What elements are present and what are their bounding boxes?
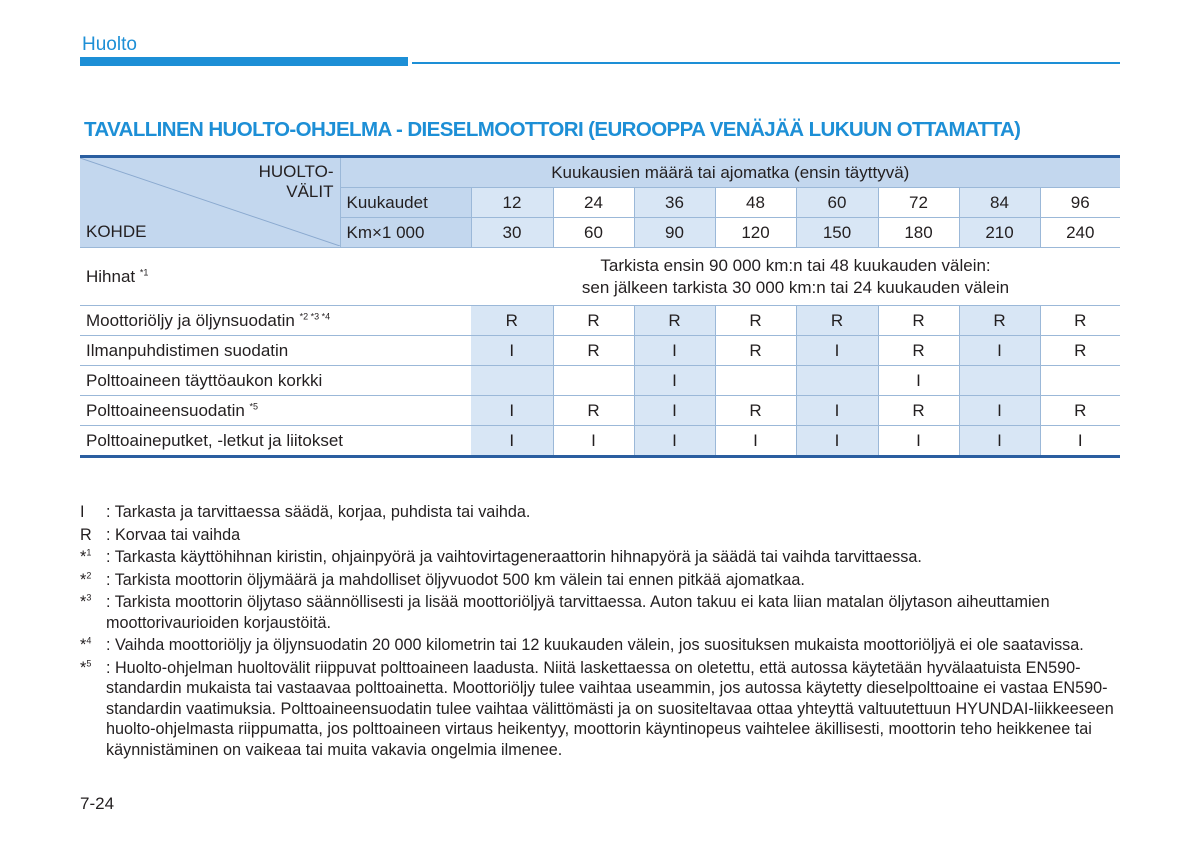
- note-key: [80, 547, 106, 568]
- note-key: [80, 502, 106, 523]
- note-key-symbol: *: [80, 636, 87, 654]
- schedule-cell: R: [1040, 306, 1120, 336]
- schedule-cell: R: [1040, 336, 1120, 366]
- km-cell-240: 240: [1040, 218, 1120, 248]
- schedule-cell: I: [878, 426, 959, 457]
- note-key-symbol: R: [80, 525, 92, 544]
- note-key-symbol: I: [80, 503, 85, 521]
- corner-bottom-label: KOHDE: [86, 222, 147, 241]
- legend-notes: [80, 502, 1125, 762]
- row-label-text: Polttoaineensuodatin: [86, 400, 250, 420]
- schedule-cell: [471, 366, 553, 396]
- schedule-cell: I: [1040, 426, 1120, 457]
- page-title: TAVALLINEN HUOLTO-OHJELMA - DIESELMOOTTORI (EUROOPPA VENÄJÄÄ LUKUUN OTTAMATTA): [84, 118, 1021, 141]
- schedule-cell: I: [959, 426, 1040, 457]
- row-label-text: Moottoriöljy ja öljynsuodatin: [86, 310, 300, 330]
- note-text: : Huolto-ohjelman huoltovälit riippuvat polttoaineen laadusta. Niitä laskettaessa on oletettu, että autossa käytetään hyvälaatuista EN590-standardin mukaista tai vastaavaa polttoainetta. Moottoriöljy tulee vaihtaa useammin, jos autossa käytetty dieselpolttoaine ei vastaa EN590-standardin vaatimuksia. Polttoaineensuodatin tulee vaihtaa välittömästi ja on suositeltavaa ottaa yhteyttä valtuutettuun HYUNDAI-liikkeeseen huolto-ohjelmasta riippumatta, jos polttoaineen virtaus heikentyy, moottorin käyntinopeus vaihtelee äkillisesti, moottorin teho heikkenee tai käynnistäminen on vaikeaa tai muita vakavia ongelmia ilmenee.: [106, 658, 1114, 759]
- schedule-cell: I: [553, 426, 634, 457]
- km-cell-60: 60: [553, 218, 634, 248]
- row-label-sup: *2 *3 *4: [299, 310, 331, 321]
- schedule-cell: R: [878, 306, 959, 336]
- km-cell-150: 150: [796, 218, 878, 248]
- legend-note: [80, 570, 1125, 591]
- note-key: [80, 592, 106, 633]
- note-text: : Tarkasta käyttöhihnan kiristin, ohjainpyörä ja vaihtovirtageneraattorin hihnapyörä ja säädä tai vaihda tarvittaessa.: [106, 548, 922, 566]
- schedule-cell: [715, 366, 796, 396]
- schedule-cell: R: [553, 336, 634, 366]
- header-bar-thick: [80, 57, 408, 66]
- km-cell-180: 180: [878, 218, 959, 248]
- note-key: [80, 570, 106, 591]
- legend-note: [80, 502, 1125, 523]
- schedule-cell: I: [634, 336, 715, 366]
- months-cell-48: 48: [715, 188, 796, 218]
- corner-top-label-2: VÄLIT: [286, 182, 334, 201]
- section-title: Huolto: [82, 34, 137, 55]
- schedule-cell: R: [715, 336, 796, 366]
- row-label-text: Polttoaineen täyttöaukon korkki: [86, 370, 323, 390]
- note-key-sup: 5: [86, 658, 92, 669]
- months-cell-60: 60: [796, 188, 878, 218]
- note-key-symbol: *: [80, 593, 87, 611]
- schedule-cell: I: [715, 426, 796, 457]
- row-label-text: Ilmanpuhdistimen suodatin: [86, 340, 289, 360]
- schedule-cell: I: [959, 396, 1040, 426]
- belts-interval-note: [471, 248, 1120, 306]
- maintenance-table: [80, 155, 1120, 458]
- row-label-sup: *5: [249, 400, 259, 411]
- schedule-cell: R: [878, 336, 959, 366]
- schedule-cell: R: [553, 396, 634, 426]
- note-key-sup: 3: [86, 592, 92, 603]
- km-label: Km×1 000: [340, 218, 471, 248]
- months-label: Kuukaudet: [340, 188, 471, 218]
- months-cell-96: 96: [1040, 188, 1120, 218]
- row-label-sup: *1: [139, 266, 149, 277]
- schedule-cell: I: [634, 426, 715, 457]
- note-text: : Tarkista moottorin öljytaso säännöllisesti ja lisää moottoriöljyä tarvittaessa. Auton takuu ei kata liian matalan öljytason aiheuttamien moottorivaurioiden korjaustöitä.: [106, 593, 1050, 632]
- page-number: 7-24: [80, 794, 115, 813]
- months-cell-24: 24: [553, 188, 634, 218]
- table-corner-cell: [80, 157, 340, 248]
- note-key: [80, 635, 106, 656]
- legend-note: [80, 658, 1125, 761]
- note-key-symbol: *: [80, 658, 87, 677]
- header-bar-thin: [412, 62, 1120, 64]
- schedule-cell: I: [796, 396, 878, 426]
- schedule-cell: I: [471, 396, 553, 426]
- table-row: [80, 248, 1120, 306]
- schedule-cell: I: [634, 366, 715, 396]
- row-label: [80, 426, 471, 457]
- schedule-cell: R: [715, 306, 796, 336]
- schedule-cell: [553, 366, 634, 396]
- corner-top-label-1: HUOLTO-: [258, 162, 334, 181]
- belts-note-line-1: Tarkista ensin 90 000 km:n tai 48 kuukauden välein:: [600, 255, 991, 275]
- months-cell-12: 12: [471, 188, 553, 218]
- row-label: [80, 336, 471, 366]
- note-text: : Korvaa tai vaihda: [106, 525, 241, 544]
- schedule-cell: I: [959, 336, 1040, 366]
- schedule-cell: I: [878, 366, 959, 396]
- row-label-belts: [80, 248, 471, 306]
- note-key-sup: 4: [86, 635, 92, 646]
- table-row: [80, 336, 1120, 366]
- schedule-cell: R: [959, 306, 1040, 336]
- months-cell-36: 36: [634, 188, 715, 218]
- months-cell-72: 72: [878, 188, 959, 218]
- note-key-sup: 1: [86, 547, 92, 558]
- note-text: : Tarkista moottorin öljymäärä ja mahdolliset öljyvuodot 500 km välein tai ennen pitkää ajomatkaa.: [106, 570, 805, 589]
- row-label-text: Hihnat: [86, 266, 140, 286]
- schedule-cell: I: [634, 396, 715, 426]
- row-label: [80, 366, 471, 396]
- schedule-cell: R: [1040, 396, 1120, 426]
- table-row: [80, 366, 1120, 396]
- legend-note: [80, 635, 1125, 656]
- note-key-sup: 2: [86, 570, 92, 581]
- row-label: [80, 306, 471, 336]
- schedule-cell: R: [634, 306, 715, 336]
- table-row: [80, 396, 1120, 426]
- legend-note: [80, 547, 1125, 568]
- legend-note: [80, 592, 1125, 633]
- legend-note: [80, 525, 1125, 546]
- months-cell-84: 84: [959, 188, 1040, 218]
- km-cell-90: 90: [634, 218, 715, 248]
- schedule-cell: I: [796, 426, 878, 457]
- schedule-cell: [959, 366, 1040, 396]
- belts-note-line-2: sen jälkeen tarkista 30 000 km:n tai 24 kuukauden välein: [581, 277, 1010, 297]
- note-text: : Tarkasta ja tarvittaessa säädä, korjaa, puhdista tai vaihda.: [106, 503, 531, 521]
- note-key-symbol: *: [80, 548, 87, 566]
- schedule-cell: I: [471, 426, 553, 457]
- interval-header: Kuukausien määrä tai ajomatka (ensin täyttyvä): [340, 157, 1120, 188]
- schedule-cell: R: [471, 306, 553, 336]
- schedule-cell: I: [796, 336, 878, 366]
- note-key: [80, 658, 106, 761]
- row-label: [80, 396, 471, 426]
- note-key-symbol: *: [80, 570, 87, 589]
- schedule-cell: I: [471, 336, 553, 366]
- table-row: [80, 306, 1120, 336]
- table-row: [80, 426, 1120, 457]
- row-label-text: Polttoaineputket, -letkut ja liitokset: [86, 430, 344, 450]
- km-cell-30: 30: [471, 218, 553, 248]
- schedule-cell: R: [878, 396, 959, 426]
- schedule-cell: [796, 366, 878, 396]
- km-cell-120: 120: [715, 218, 796, 248]
- note-text: : Vaihda moottoriöljy ja öljynsuodatin 20 000 kilometrin tai 12 kuukauden välein, jos suosituksen mukaista moottoriöljyä ei ole saatavissa.: [106, 636, 1084, 654]
- note-key: [80, 525, 106, 546]
- schedule-cell: R: [796, 306, 878, 336]
- schedule-cell: R: [553, 306, 634, 336]
- schedule-cell: [1040, 366, 1120, 396]
- schedule-cell: R: [715, 396, 796, 426]
- km-cell-210: 210: [959, 218, 1040, 248]
